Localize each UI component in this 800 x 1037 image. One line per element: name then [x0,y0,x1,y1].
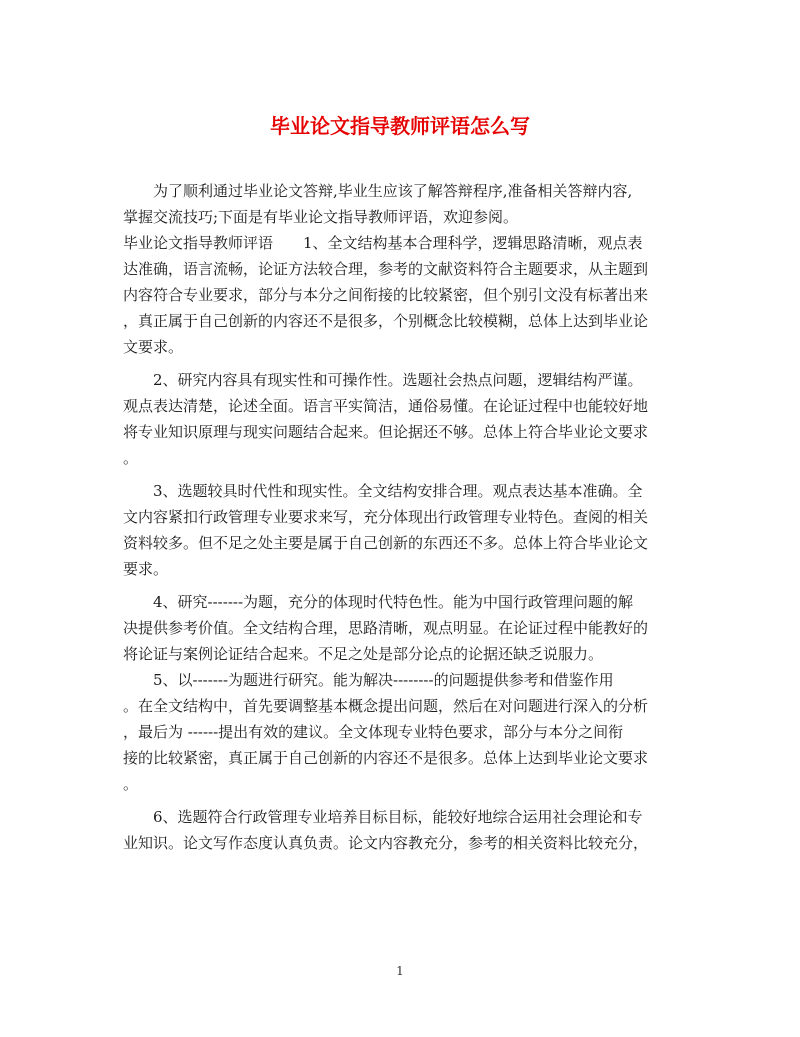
page-number: 1 [396,964,404,978]
text-line: 3、选题较具时代性和现实性。全文结构安排合理。观点表达基本准确。全 [153,482,643,500]
text-line: 文要求。 [123,338,184,356]
text-line: 达准确，语言流畅，论证方法较合理，参考的文献资料符合主题要求，从主题到 [123,260,649,278]
text-line: 将专业知识原理与现实问题结合起来。但论据还不够。总体上符合毕业论文要求 [123,423,649,441]
text-line: ，最后为 ------提出有效的建议。全文体现专业特色要求，部分与本分之间衔 [123,723,624,741]
paragraph-comment-4 [123,589,679,667]
text-line: 4、研究-------为题，充分的体现时代特色性。能为中国行政管理问题的解 [153,593,634,611]
paragraph-intro [123,178,679,230]
paragraph-comment-1 [123,230,679,360]
text-line: 2、研究内容具有现实性和可操作性。选题社会热点问题，逻辑结构严谨。 [153,371,643,389]
paragraph-comment-2 [123,367,679,471]
text-line: 内容符合专业要求，部分与本分之间衔接的比较紧密，但个别引文没有标著出来 [123,286,649,304]
text-line: 要求。 [123,560,169,578]
document-title: 毕业论文指导教师评语怎么写 [270,114,530,138]
text-line: 业知识。论文写作态度认真负责。论文内容教充分，参考的相关资料比较充分， [123,834,649,852]
text-line: ，真正属于自己创新的内容还不是很多，个别概念比较模糊，总体上达到毕业论 [123,312,649,330]
text-line: 5、以-------为题进行研究。能为解决--------的问题提供参考和借鉴作用 [153,671,614,689]
paragraph-comment-5 [123,667,679,797]
document-body [123,178,679,856]
text-line: 。 [123,775,139,793]
text-line: 文内容紧扣行政管理专业要求来写，充分体现出行政管理专业特色。查阅的相关 [123,508,649,526]
text-line: 毕业论文指导教师评语 1、全文结构基本合理科学，逻辑思路清晰，观点表 [123,234,643,252]
paragraph-comment-3 [123,478,679,582]
text-line: 为了顺利通过毕业论文答辩,毕业生应该了解答辩程序,准备相关答辩内容, [153,182,633,200]
text-line: 决提供参考价值。全文结构合理，思路清晰，观点明显。在论证过程中能教好的 [123,619,649,637]
text-line: 资料较多。但不足之处主要是属于自己创新的东西还不多。总体上符合毕业论文 [123,534,649,552]
paragraph-comment-6 [123,804,679,856]
text-line: 掌握交流技巧;下面是有毕业论文指导教师评语，欢迎参阅。 [123,208,519,226]
text-line: 6、选题符合行政管理专业培养目标目标，能较好地综合运用社会理论和专 [153,808,643,826]
text-line: 。在全文结构中，首先要调整基本概念提出问题，然后在对问题进行深入的分析 [123,697,649,715]
text-line: 将论证与案例论证结合起来。不足之处是部分论点的论据还缺乏说服力。 [123,645,604,663]
text-line: 观点表达清楚，论述全面。语言平实简洁，通俗易懂。在论证过程中也能较好地 [123,397,649,415]
text-line: 接的比较紧密，真正属于自己创新的内容还不是很多。总体上达到毕业论文要求 [123,749,649,767]
text-line: 。 [123,449,139,467]
